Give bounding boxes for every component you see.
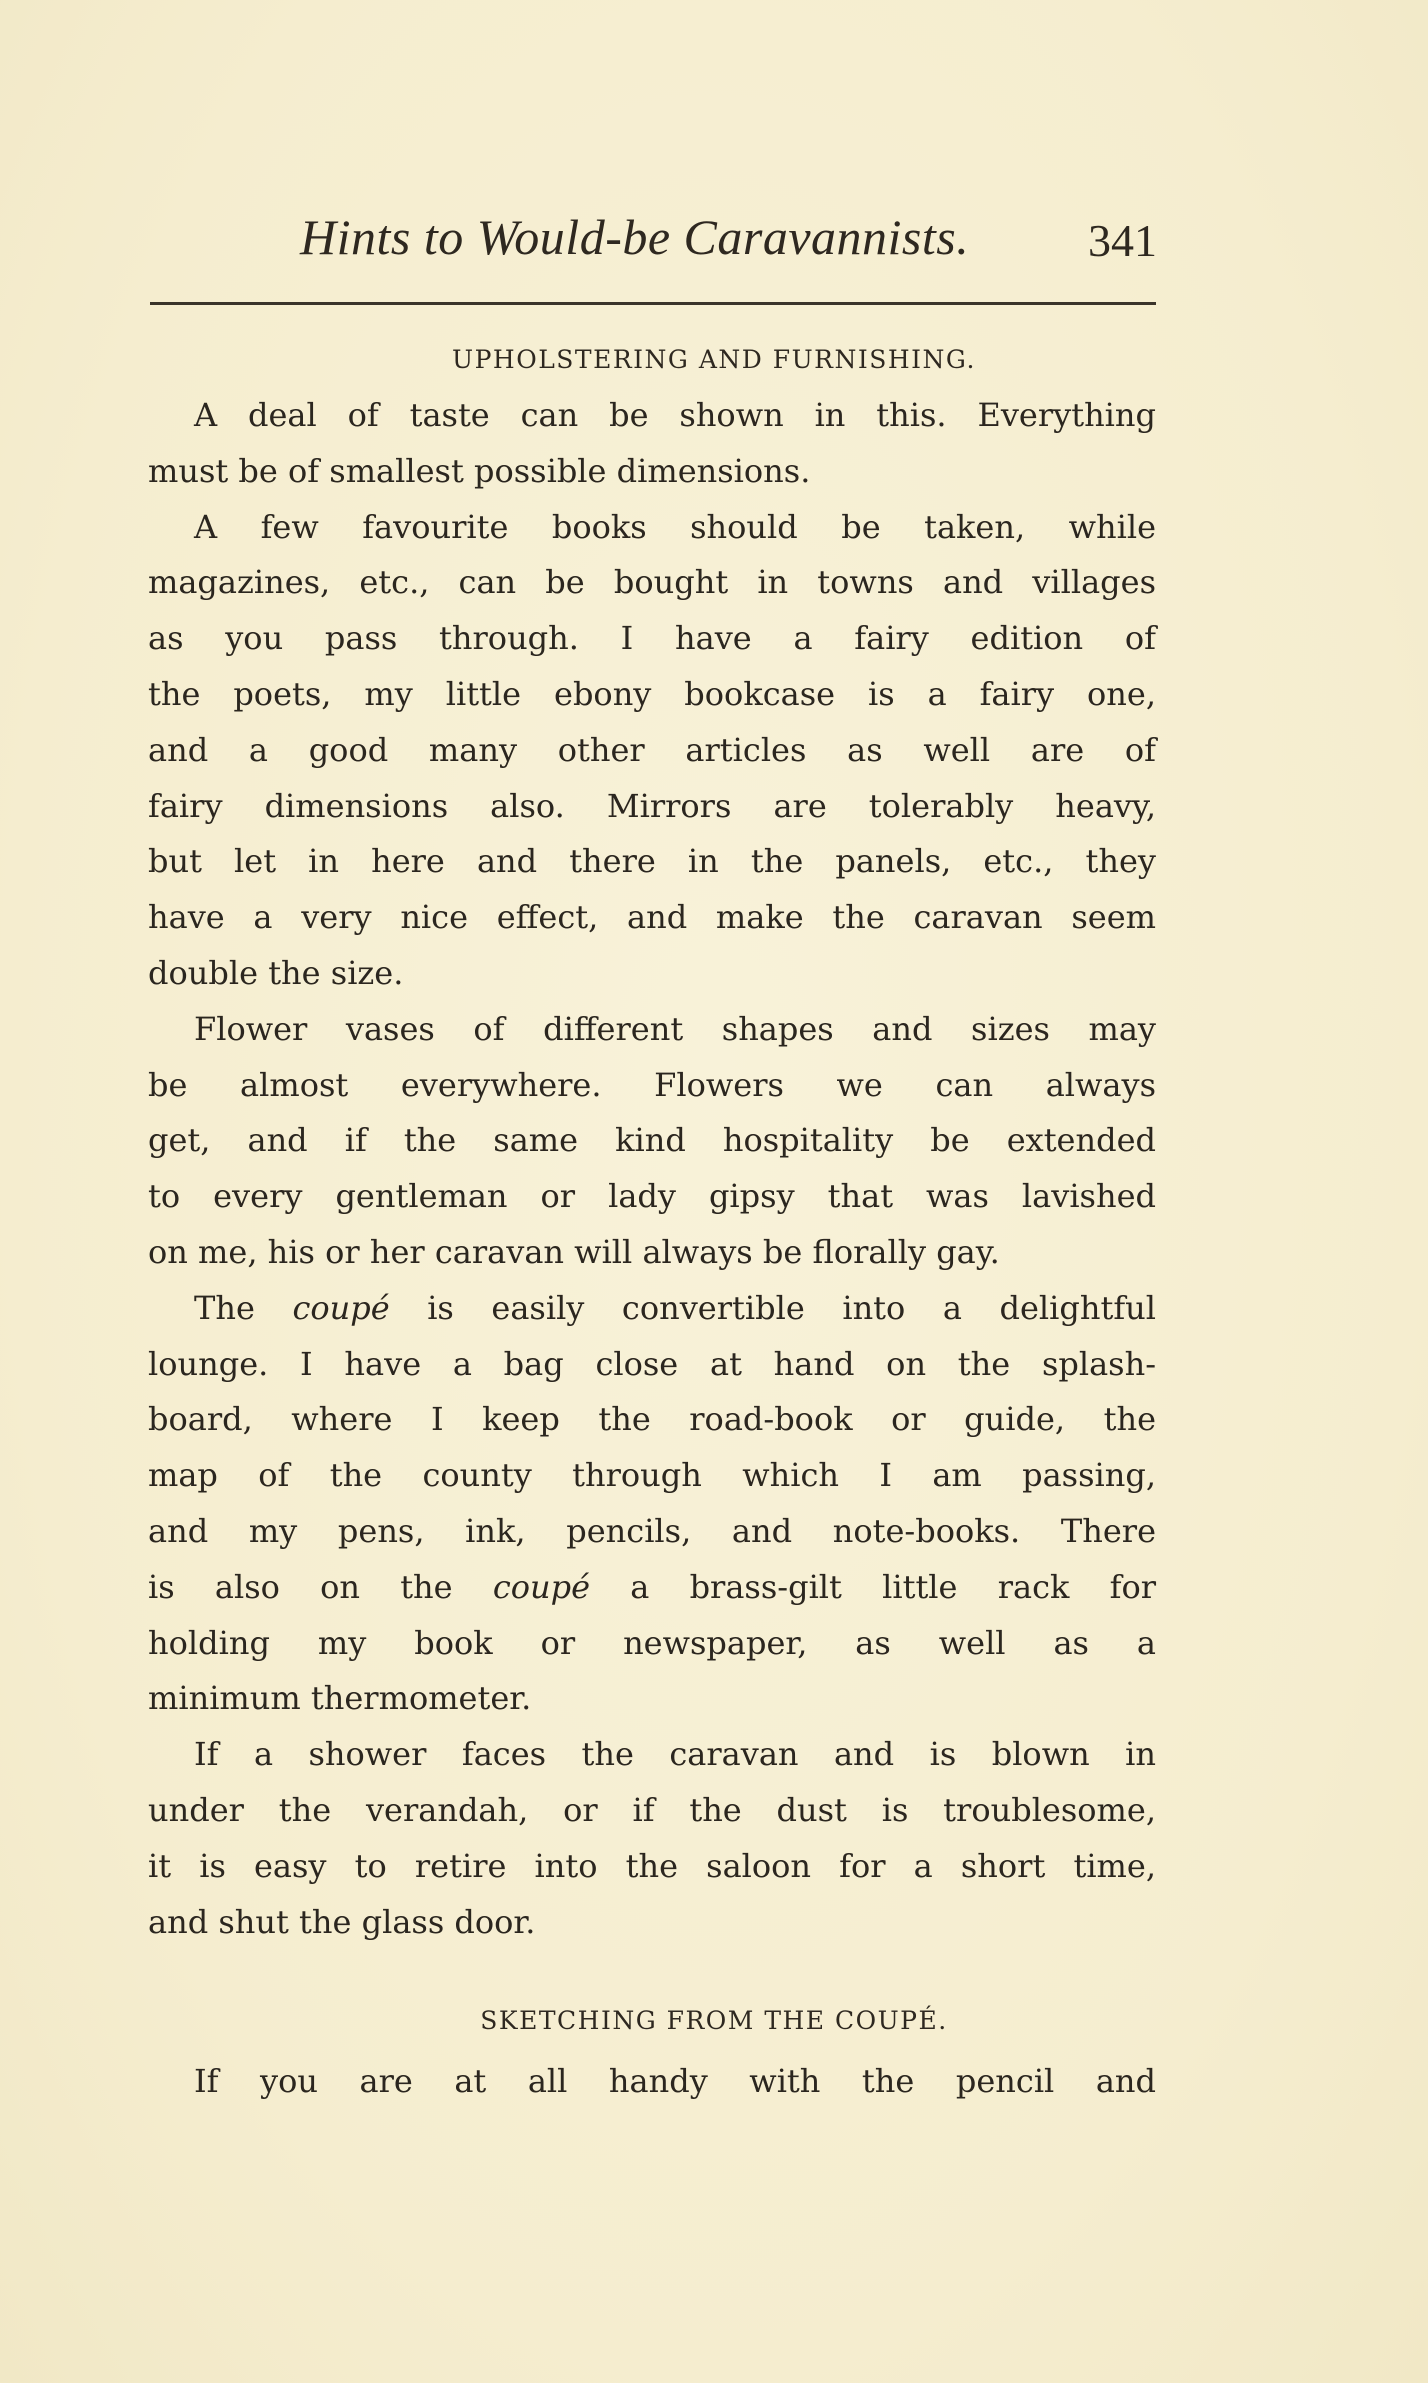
text-line <box>148 1504 1156 1560</box>
section-heading-upholstering: UPHOLSTERING AND FURNISHING. <box>452 345 976 374</box>
text-line <box>148 1002 1156 1058</box>
text-segment: the poets, my little ebony bookcase is a fairy one, <box>148 674 1156 713</box>
text-segment: is easily convertible into a delightful <box>389 1288 1157 1327</box>
text-segment: A few favourite books should be taken, while <box>194 507 1156 546</box>
text-line <box>148 611 1156 667</box>
text-line <box>148 946 1156 1002</box>
text-segment: get, and if the same kind hospitality be extended <box>148 1121 1156 1160</box>
text-segment: must be of smallest possible dimensions. <box>148 451 811 490</box>
text-line <box>148 834 1156 890</box>
header-rule <box>150 302 1156 305</box>
text-segment: board, where I keep the road-book or guide, the <box>148 1400 1156 1439</box>
text-line <box>148 1895 1156 1951</box>
text-line <box>148 555 1156 611</box>
text-line <box>148 779 1156 835</box>
text-line <box>148 500 1156 556</box>
text-line <box>148 2054 1156 2110</box>
section-heading-sketching: SKETCHING FROM THE COUPÉ. <box>480 2006 948 2035</box>
text-line <box>148 667 1156 723</box>
text-segment: is also on the <box>148 1567 493 1606</box>
text-segment: lounge. I have a bag close at hand on the splash- <box>148 1344 1156 1383</box>
running-title: Hints to Would-be Caravannists. <box>300 209 970 265</box>
text-line <box>148 1783 1156 1839</box>
text-segment: fairy dimensions also. Mirrors are tolerably heavy, <box>148 786 1156 825</box>
text-line <box>148 890 1156 946</box>
text-segment: The <box>194 1288 293 1327</box>
text-segment: and my pens, ink, pencils, and note-books. There <box>148 1511 1156 1550</box>
text-line <box>148 1839 1156 1895</box>
text-line <box>148 444 1156 500</box>
text-segment: magazines, etc., can be bought in towns and villages <box>148 563 1156 602</box>
text-line <box>148 1058 1156 1114</box>
text-segment: but let in here and there in the panels, etc., they <box>148 842 1156 881</box>
text-line <box>148 723 1156 779</box>
text-segment: minimum thermometer. <box>148 1679 532 1718</box>
text-segment: and a good many other articles as well are of <box>148 730 1156 769</box>
italic-word: coupé <box>292 1288 390 1327</box>
text-line <box>148 1337 1156 1393</box>
text-line <box>148 1616 1156 1672</box>
text-line <box>148 1671 1156 1727</box>
text-segment: to every gentleman or lady gipsy that was lavished <box>148 1177 1156 1216</box>
text-line <box>148 1169 1156 1225</box>
text-segment: have a very nice effect, and make the caravan seem <box>148 898 1156 937</box>
text-segment: as you pass through. I have a fairy edition of <box>148 619 1156 658</box>
section-body-upholstering <box>148 388 1156 1950</box>
text-line <box>148 1448 1156 1504</box>
text-segment: Flower vases of different shapes and sizes may <box>194 1009 1156 1048</box>
text-line <box>148 1225 1156 1281</box>
text-line <box>148 1392 1156 1448</box>
text-line <box>148 388 1156 444</box>
text-segment: it is easy to retire into the saloon for a short time, <box>148 1846 1156 1885</box>
text-segment: A deal of taste can be shown in this. Everything <box>194 396 1156 434</box>
text-line <box>148 1113 1156 1169</box>
text-segment: If a shower faces the caravan and is blown in <box>194 1735 1156 1774</box>
text-segment: a brass-gilt little rack for <box>590 1567 1157 1606</box>
italic-word: coupé <box>492 1567 591 1606</box>
page-number: 341 <box>1088 215 1157 266</box>
text-segment: be almost everywhere. Flowers we can always <box>148 1065 1156 1104</box>
section-body-sketching <box>148 2054 1156 2110</box>
text-line <box>148 1560 1156 1616</box>
text-segment: holding my book or newspaper, as well as a <box>148 1623 1156 1662</box>
text-segment: and shut the glass door. <box>148 1902 536 1941</box>
text-segment: double the size. <box>148 953 404 992</box>
text-segment: under the verandah, or if the dust is troublesome, <box>148 1790 1156 1829</box>
text-line <box>148 1727 1156 1783</box>
text-segment: on me, his or her caravan will always be florally gay. <box>148 1232 1000 1271</box>
text-segment: map of the county through which I am passing, <box>148 1456 1156 1495</box>
text-segment: If you are at all handy with the pencil and <box>194 2062 1156 2100</box>
text-line <box>148 1281 1156 1337</box>
